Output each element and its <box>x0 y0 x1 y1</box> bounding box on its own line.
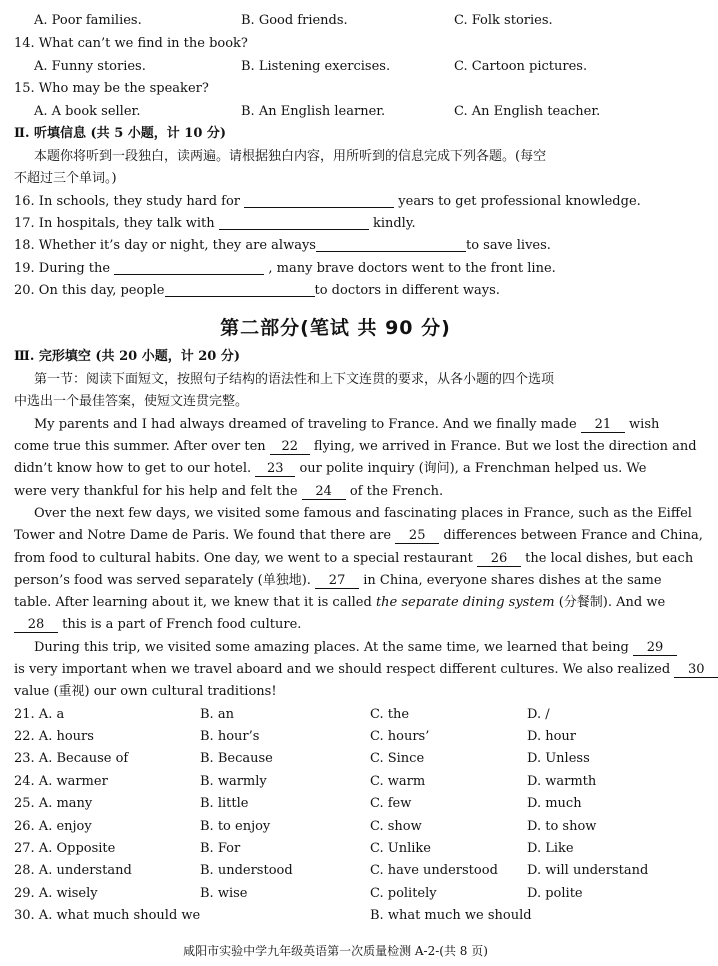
option-25-a: 25. A. many <box>14 796 93 811</box>
section3-heading: Ⅲ. 完形填空 (共 20 小题，计 20 分) <box>14 349 240 364</box>
option-25-d: D. much <box>527 796 582 811</box>
section2-instruction-cont: 不超过三个单词。) <box>14 171 117 186</box>
section2-instruction: 本题你将听到一段独白，读两遍。请根据独白内容，用所听到的信息完成下列各题。(每空 <box>34 149 547 164</box>
passage-line: from food to cultural habits. One day, we went to a special restaurant 26 the local dishes, but each <box>14 551 694 566</box>
option-26-b: B. to enjoy <box>200 819 271 834</box>
blank-26[interactable]: 26 <box>477 551 521 567</box>
q20: 20. On this day, people to doctors in different ways. <box>14 283 500 298</box>
option-28-c: C. have understood <box>370 863 498 878</box>
option-30-a: 30. A. what much should we <box>14 908 201 923</box>
q14-stem: 14. What can’t we find in the book? <box>14 36 248 51</box>
part-title: 第二部分(笔试 共 90 分) <box>220 317 451 339</box>
q19: 19. During the , many brave doctors went to the front line. <box>14 261 556 276</box>
option-23-c: C. Since <box>370 751 425 766</box>
option-29-c: C. politely <box>370 886 437 901</box>
passage-line: Tower and Notre Dame de Paris. We found that there are 25 differences between France and China, <box>14 528 703 543</box>
passage-line: table. After learning about it, we knew that it is called the separate dining system (分餐制). And we <box>14 595 666 610</box>
blank-25[interactable]: 25 <box>395 528 439 544</box>
section2-heading: Ⅱ. 听填信息 (共 5 小题，计 10 分) <box>14 126 227 141</box>
option-28-b: B. understood <box>200 863 293 878</box>
q18: 18. Whether it’s day or night, they are always to save lives. <box>14 238 551 253</box>
blank-28[interactable]: 28 <box>14 617 58 633</box>
q16-answer-blank[interactable] <box>244 193 394 208</box>
passage-line: person’s food was served separately (单独地). 27 in China, everyone shares dishes at the same <box>14 573 662 588</box>
option-21-a: 21. A. a <box>14 707 65 722</box>
passage-line: 28 this is a part of French food culture. <box>14 616 301 634</box>
q19-answer-blank[interactable] <box>114 260 264 275</box>
option-27-b: B. For <box>200 841 241 856</box>
passage-line: value (重视) our own cultural traditions! <box>14 684 277 699</box>
passage-line: is very important when we travel aboard and we should respect different cultures. We also realized 30 <box>14 661 718 679</box>
q18-answer-blank[interactable] <box>316 237 466 252</box>
q17: 17. In hospitals, they talk with kindly. <box>14 216 416 231</box>
option-24-b: B. warmly <box>200 774 267 789</box>
option-28-d: D. will understand <box>527 863 649 878</box>
q13-option-a: A. Poor families. <box>34 13 142 28</box>
option-26-d: D. to show <box>527 819 597 834</box>
option-24-c: C. warm <box>370 774 426 789</box>
blank-29[interactable]: 29 <box>633 640 677 656</box>
blank-27[interactable]: 27 <box>315 573 359 589</box>
blank-23[interactable]: 23 <box>255 461 295 477</box>
passage-line: During this trip, we visited some amazing places. At the same time, we learned that being 29 <box>34 639 677 657</box>
section3-instruction-cont: 中选出一个最佳答案，使短文连贯完整。 <box>14 394 249 409</box>
option-22-b: B. hour’s <box>200 729 260 744</box>
page-footer: 咸阳市实验中学九年级英语第一次质量检测 A-2-(共 8 页) <box>183 944 488 958</box>
option-29-a: 29. A. wisely <box>14 886 98 901</box>
passage-line: come true this summer. After over ten 22 flying, we arrived in France. But we lost the direction and <box>14 439 697 454</box>
q14-option-b: B. Listening exercises. <box>241 59 391 74</box>
option-27-c: C. Unlike <box>370 841 431 856</box>
option-30-b: B. what much we should <box>370 908 532 923</box>
q15-option-b: B. An English learner. <box>241 104 386 119</box>
q20-answer-blank[interactable] <box>165 282 315 297</box>
q17-answer-blank[interactable] <box>219 215 369 230</box>
option-22-a: 22. A. hours <box>14 729 94 744</box>
passage-line: didn’t know how to get to our hotel. 23 our polite inquiry (询问), a Frenchman helped us. We <box>14 461 647 476</box>
option-23-d: D. Unless <box>527 751 590 766</box>
q15-option-a: A. A book seller. <box>34 104 141 119</box>
option-27-a: 27. A. Opposite <box>14 841 116 856</box>
passage-line: My parents and I had always dreamed of traveling to France. And we finally made 21 wish <box>34 417 660 432</box>
option-21-d: D. / <box>527 707 550 722</box>
q13-option-b: B. Good friends. <box>241 13 348 28</box>
q14-option-a: A. Funny stories. <box>34 59 146 74</box>
option-29-b: B. wise <box>200 886 248 901</box>
q13-option-c: C. Folk stories. <box>454 13 553 28</box>
option-24-a: 24. A. warmer <box>14 774 108 789</box>
option-25-c: C. few <box>370 796 412 811</box>
passage-line: were very thankful for his help and felt the 24 of the French. <box>14 484 444 499</box>
section3-instruction: 第一节：阅读下面短文，按照句子结构的语法性和上下文连贯的要求，从各小题的四个选项 <box>34 372 555 387</box>
option-23-a: 23. A. Because of <box>14 751 129 766</box>
passage-line: Over the next few days, we visited some famous and fascinating places in France, such as the Eiffel <box>34 506 692 521</box>
blank-30[interactable]: 30 <box>674 662 718 678</box>
q16: 16. In schools, they study hard for years to get professional knowledge. <box>14 194 641 209</box>
q15-option-c: C. An English teacher. <box>454 104 601 119</box>
blank-21[interactable]: 21 <box>581 417 625 433</box>
option-27-d: D. Like <box>527 841 574 856</box>
option-26-a: 26. A. enjoy <box>14 819 92 834</box>
option-28-a: 28. A. understand <box>14 863 132 878</box>
option-25-b: B. little <box>200 796 249 811</box>
option-24-d: D. warmth <box>527 774 597 789</box>
option-23-b: B. Because <box>200 751 273 766</box>
option-21-b: B. an <box>200 707 234 722</box>
blank-22[interactable]: 22 <box>270 439 310 455</box>
option-21-c: C. the <box>370 707 410 722</box>
blank-24[interactable]: 24 <box>302 484 346 500</box>
q15-stem: 15. Who may be the speaker? <box>14 81 209 96</box>
option-29-d: D. polite <box>527 886 583 901</box>
option-22-d: D. hour <box>527 729 577 744</box>
option-22-c: C. hours’ <box>370 729 430 744</box>
option-26-c: C. show <box>370 819 422 834</box>
q14-option-c: C. Cartoon pictures. <box>454 59 588 74</box>
